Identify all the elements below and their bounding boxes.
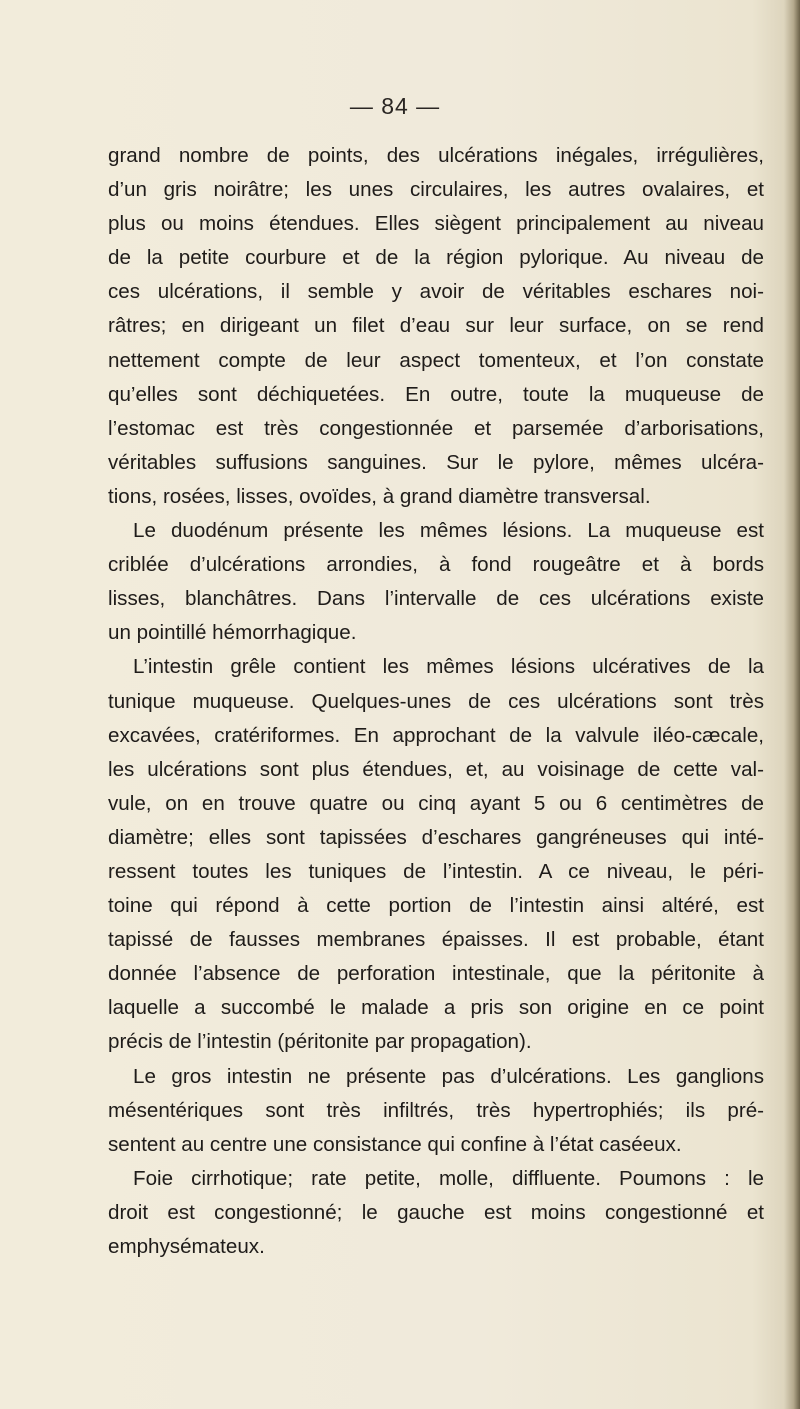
text-line: emphysémateux. xyxy=(108,1235,265,1258)
text-line: donnée l’absence de perforation intestinale, que la péritonite à xyxy=(108,962,764,986)
text-line: les ulcérations sont plus étendues, et, au voisinage de cette val- xyxy=(108,757,764,781)
text-line: sentent au centre une consistance qui confine à l’état caséeux. xyxy=(108,1132,682,1156)
text-line: vule, on en trouve quatre ou cinq ayant 5 ou 6 centimètres de xyxy=(108,791,764,815)
text-line: toine qui répond à cette portion de l’intestin ainsi altéré, est xyxy=(108,894,764,918)
text-line: l’estomac est très congestionnée et parsemée d’arborisations, xyxy=(108,416,764,440)
text-line: un pointillé hémorrhagique. xyxy=(108,621,357,645)
body-text xyxy=(108,139,764,1264)
paragraph-start-line: L’intestin grêle contient les mêmes lésions ulcératives de la xyxy=(133,655,764,679)
text-line: précis de l’intestin (péritonite par propagation). xyxy=(108,1030,532,1054)
text-line: criblée d’ulcérations arrondies, à fond rougeâtre et à bords xyxy=(108,553,764,577)
text-line: droit est congestionné; le gauche est moins congestionné et xyxy=(108,1200,764,1224)
text-line: véritables suffusions sanguines. Sur le pylore, mêmes ulcéra- xyxy=(108,450,764,474)
text-line: de la petite courbure et de la région pylorique. Au niveau de xyxy=(108,246,764,270)
text-line: qu’elles sont déchiquetées. En outre, toute la muqueuse de xyxy=(108,382,764,406)
text-line: d’un gris noirâtre; les unes circulaires, les autres ovalaires, et xyxy=(108,178,764,202)
text-line: diamètre; elles sont tapissées d’eschares gangréneuses qui inté- xyxy=(108,825,764,849)
text-line: excavées, cratériformes. En approchant de la valvule iléo-cæcale, xyxy=(108,723,764,747)
page-number: — 84 — xyxy=(349,93,441,119)
text-line: râtres; en dirigeant un filet d’eau sur leur surface, on se rend xyxy=(108,314,764,338)
paragraph-start-line: Foie cirrhotique; rate petite, molle, diffluente. Poumons : le xyxy=(133,1166,764,1190)
paragraph-start-line: Le gros intestin ne présente pas d’ulcérations. Les ganglions xyxy=(133,1064,764,1088)
text-line: plus ou moins étendues. Elles siègent principalement au niveau xyxy=(108,212,764,236)
text-line: tunique muqueuse. Quelques-unes de ces ulcérations sont très xyxy=(108,689,764,713)
text-line: ces ulcérations, il semble y avoir de véritables eschares noi- xyxy=(108,280,764,304)
text-line: lisses, blanchâtres. Dans l’intervalle de ces ulcérations existe xyxy=(108,587,764,611)
text-line: tapissé de fausses membranes épaisses. Il est probable, étant xyxy=(108,928,764,952)
text-line: nettement compte de leur aspect tomenteux, et l’on constate xyxy=(108,348,764,372)
text-line: tions, rosées, lisses, ovoïdes, à grand diamètre transversal. xyxy=(108,484,651,508)
paragraph-start-line: Le duodénum présente les mêmes lésions. La muqueuse est xyxy=(133,519,764,543)
page-edge-shadow xyxy=(784,0,800,1409)
text-line: ressent toutes les tuniques de l’intestin. A ce niveau, le péri- xyxy=(108,859,764,883)
text-line: grand nombre de points, des ulcérations inégales, irrégulières, xyxy=(108,144,764,167)
text-line: mésentériques sont très infiltrés, très hypertrophiés; ils pré- xyxy=(108,1098,764,1122)
text-line: laquelle a succombé le malade a pris son origine en ce point xyxy=(108,996,764,1020)
